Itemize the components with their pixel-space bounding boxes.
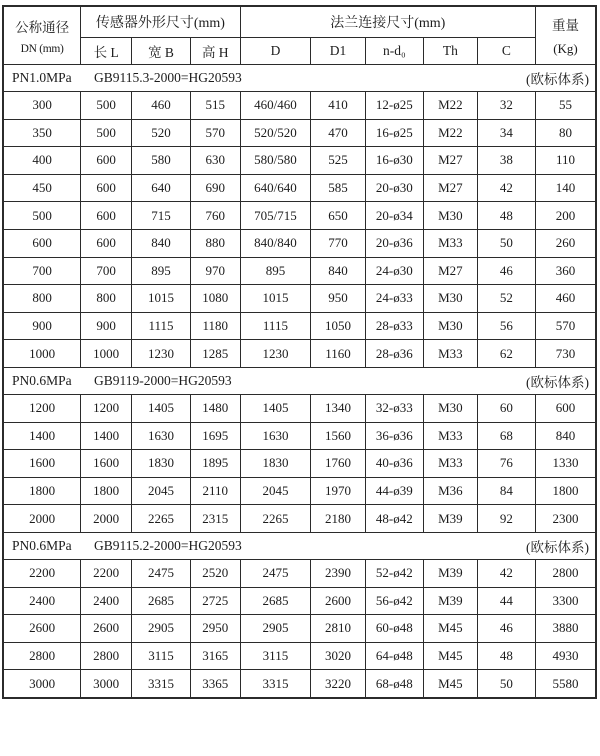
table-row	[3, 202, 596, 230]
table-cell: 3220	[311, 670, 366, 698]
table-cell: 2600	[3, 615, 81, 643]
section-pressure: PN0.6MPa	[12, 537, 72, 553]
table-cell: 900	[81, 312, 132, 340]
table-cell: 32-ø33	[365, 394, 423, 422]
section-header-row	[3, 367, 596, 394]
table-cell: 840	[132, 229, 191, 257]
table-cell: M39	[423, 587, 477, 615]
table-cell: 1000	[81, 340, 132, 368]
table-cell: 1970	[311, 477, 366, 505]
table-cell: 56	[477, 312, 535, 340]
table-cell: M27	[423, 174, 477, 202]
table-cell: 400	[3, 147, 81, 175]
table-cell: 2800	[535, 559, 596, 587]
table-cell: 3165	[190, 642, 240, 670]
table-row	[3, 587, 596, 615]
header-weight-unit: (Kg)	[553, 41, 578, 56]
table-cell: 20-ø30	[365, 174, 423, 202]
table-cell: 570	[190, 119, 240, 147]
table-cell: 2110	[190, 477, 240, 505]
table-cell: M27	[423, 257, 477, 285]
table-cell: 1630	[132, 422, 191, 450]
table-cell: 1400	[3, 422, 81, 450]
table-cell: 2000	[3, 505, 81, 533]
section-header-row	[3, 532, 596, 559]
table-cell: 1800	[3, 477, 81, 505]
table-cell: 92	[477, 505, 535, 533]
table-cell: M45	[423, 615, 477, 643]
table-cell: 1200	[81, 394, 132, 422]
table-cell: 770	[311, 229, 366, 257]
table-cell: 50	[477, 670, 535, 698]
table-cell: 700	[81, 257, 132, 285]
header-flange-d: D	[240, 38, 311, 65]
table-cell: 640/640	[240, 174, 311, 202]
table-cell: 690	[190, 174, 240, 202]
table-cell: 2265	[132, 505, 191, 533]
table-cell: 64-ø48	[365, 642, 423, 670]
table-cell: 68-ø48	[365, 670, 423, 698]
table-cell: 2045	[132, 477, 191, 505]
table-cell: 110	[535, 147, 596, 175]
table-cell: 450	[3, 174, 81, 202]
table-cell: 460	[535, 285, 596, 313]
section-standard: GB9119-2000=HG20593	[94, 372, 232, 388]
table-cell: 2905	[132, 615, 191, 643]
table-cell: 580	[132, 147, 191, 175]
table-cell: 1115	[132, 312, 191, 340]
header-flange-d1: D1	[311, 38, 366, 65]
header-flange-dimensions-group: 法兰连接尺寸(mm)	[240, 6, 535, 38]
table-cell: 68	[477, 422, 535, 450]
table-row	[3, 119, 596, 147]
table-cell: 2520	[190, 559, 240, 587]
table-cell: M30	[423, 202, 477, 230]
table-cell: 20-ø34	[365, 202, 423, 230]
table-cell: 2265	[240, 505, 311, 533]
table-cell: 1405	[132, 394, 191, 422]
table-cell: 1340	[311, 394, 366, 422]
table-cell: 16-ø30	[365, 147, 423, 175]
table-cell: 950	[311, 285, 366, 313]
table-cell: 56-ø42	[365, 587, 423, 615]
header-nominal-diameter	[3, 6, 81, 65]
table-cell: 24-ø33	[365, 285, 423, 313]
table-cell: 1015	[132, 285, 191, 313]
table-row	[3, 229, 596, 257]
header-flange-th: Th	[423, 38, 477, 65]
table-cell: 2600	[311, 587, 366, 615]
table-cell: M30	[423, 285, 477, 313]
table-cell: 5580	[535, 670, 596, 698]
table-cell: 2315	[190, 505, 240, 533]
table-cell: M39	[423, 505, 477, 533]
table-cell: 2725	[190, 587, 240, 615]
section-standard: GB9115.2-2000=HG20593	[94, 537, 242, 553]
table-cell: 48	[477, 202, 535, 230]
table-cell: M22	[423, 92, 477, 120]
table-cell: M30	[423, 394, 477, 422]
table-cell: 585	[311, 174, 366, 202]
table-cell: 3315	[240, 670, 311, 698]
table-cell: 140	[535, 174, 596, 202]
table-cell: 1560	[311, 422, 366, 450]
table-cell: 460/460	[240, 92, 311, 120]
table-cell: 84	[477, 477, 535, 505]
table-cell: 260	[535, 229, 596, 257]
table-cell: 48	[477, 642, 535, 670]
table-cell: 34	[477, 119, 535, 147]
table-cell: 12-ø25	[365, 92, 423, 120]
table-cell: 3115	[240, 642, 311, 670]
table-cell: 1830	[240, 450, 311, 478]
table-cell: 640	[132, 174, 191, 202]
table-cell: 2950	[190, 615, 240, 643]
table-cell: 1800	[81, 477, 132, 505]
section-system: (欧标体系)	[526, 539, 589, 555]
table-cell: 410	[311, 92, 366, 120]
table-cell: 970	[190, 257, 240, 285]
table-cell: 48-ø42	[365, 505, 423, 533]
table-cell: 2475	[132, 559, 191, 587]
table-cell: 1830	[132, 450, 191, 478]
table-row	[3, 505, 596, 533]
table-cell: 62	[477, 340, 535, 368]
table-cell: 38	[477, 147, 535, 175]
table-row	[3, 394, 596, 422]
section-standard: GB9115.3-2000=HG20593	[94, 70, 242, 85]
table-cell: M33	[423, 229, 477, 257]
table-cell: 40-ø36	[365, 450, 423, 478]
table-cell: 2300	[535, 505, 596, 533]
table-row	[3, 642, 596, 670]
table-cell: M22	[423, 119, 477, 147]
table-cell: 525	[311, 147, 366, 175]
table-cell: 2180	[311, 505, 366, 533]
table-row	[3, 559, 596, 587]
table-cell: 1600	[3, 450, 81, 478]
table-cell: 650	[311, 202, 366, 230]
table-cell: 800	[81, 285, 132, 313]
table-cell: 600	[81, 229, 132, 257]
table-cell: 2200	[3, 559, 81, 587]
table-cell: 1160	[311, 340, 366, 368]
table-cell: 1330	[535, 450, 596, 478]
table-cell: 200	[535, 202, 596, 230]
table-row	[3, 174, 596, 202]
table-cell: 28-ø33	[365, 312, 423, 340]
table-cell: 500	[81, 92, 132, 120]
table-cell: 715	[132, 202, 191, 230]
table-cell: 840	[535, 422, 596, 450]
table-cell: 2475	[240, 559, 311, 587]
table-cell: 1000	[3, 340, 81, 368]
table-cell: 24-ø30	[365, 257, 423, 285]
table-cell: 2685	[240, 587, 311, 615]
table-cell: M45	[423, 670, 477, 698]
table-cell: 600	[535, 394, 596, 422]
table-cell: M39	[423, 559, 477, 587]
table-cell: 3000	[81, 670, 132, 698]
table-cell: 895	[132, 257, 191, 285]
header-weight-label: 重量	[551, 18, 579, 33]
table-cell: 1895	[190, 450, 240, 478]
table-cell: 840/840	[240, 229, 311, 257]
table-cell: 600	[81, 202, 132, 230]
table-cell: 44-ø39	[365, 477, 423, 505]
table-cell: 350	[3, 119, 81, 147]
header-nominal-diameter-label: 公称通径	[15, 20, 70, 35]
table-cell: 52	[477, 285, 535, 313]
table-cell: 2400	[81, 587, 132, 615]
section-pressure: PN0.6MPa	[12, 372, 72, 388]
table-cell: 1400	[81, 422, 132, 450]
table-cell: 1180	[190, 312, 240, 340]
section-system: (欧标体系)	[526, 72, 589, 87]
section-header-cell	[3, 532, 596, 559]
table-cell: 600	[81, 147, 132, 175]
table-cell: M33	[423, 422, 477, 450]
table-cell: 1050	[311, 312, 366, 340]
header-width: 宽 B	[132, 38, 191, 65]
table-cell: 60	[477, 394, 535, 422]
table-cell: 1285	[190, 340, 240, 368]
table-cell: 515	[190, 92, 240, 120]
table-cell: 2400	[3, 587, 81, 615]
table-cell: 2000	[81, 505, 132, 533]
table-cell: 42	[477, 174, 535, 202]
table-cell: 800	[3, 285, 81, 313]
table-row	[3, 450, 596, 478]
table-cell: 2200	[81, 559, 132, 587]
table-cell: 360	[535, 257, 596, 285]
table-cell: 46	[477, 615, 535, 643]
header-height: 高 H	[190, 38, 240, 65]
table-cell: 3365	[190, 670, 240, 698]
table-cell: 500	[3, 202, 81, 230]
table-row	[3, 285, 596, 313]
table-cell: 1695	[190, 422, 240, 450]
table-cell: 80	[535, 119, 596, 147]
section-header-row	[3, 65, 596, 92]
table-cell: 520/520	[240, 119, 311, 147]
table-cell: M45	[423, 642, 477, 670]
table-cell: 730	[535, 340, 596, 368]
table-row	[3, 477, 596, 505]
table-row	[3, 615, 596, 643]
table-cell: 2685	[132, 587, 191, 615]
table-cell: 1015	[240, 285, 311, 313]
table-cell: 44	[477, 587, 535, 615]
table-cell: 1405	[240, 394, 311, 422]
table-cell: 2600	[81, 615, 132, 643]
table-cell: 4930	[535, 642, 596, 670]
table-cell: 2810	[311, 615, 366, 643]
table-cell: 580/580	[240, 147, 311, 175]
table-cell: 76	[477, 450, 535, 478]
table-cell: 1600	[81, 450, 132, 478]
table-cell: M33	[423, 450, 477, 478]
table-cell: 2045	[240, 477, 311, 505]
table-cell: 52-ø42	[365, 559, 423, 587]
table-cell: 50	[477, 229, 535, 257]
table-cell: 760	[190, 202, 240, 230]
header-sensor-dimensions-group: 传感器外形尺寸(mm)	[81, 6, 240, 38]
header-length: 长 L	[81, 38, 132, 65]
table-row	[3, 257, 596, 285]
table-cell: M30	[423, 312, 477, 340]
table-cell: 55	[535, 92, 596, 120]
table-cell: 1230	[240, 340, 311, 368]
table-cell: 900	[3, 312, 81, 340]
table-cell: 705/715	[240, 202, 311, 230]
table-row	[3, 312, 596, 340]
table-cell: M36	[423, 477, 477, 505]
table-cell: 1630	[240, 422, 311, 450]
table-cell: 3115	[132, 642, 191, 670]
table-cell: 520	[132, 119, 191, 147]
table-cell: 880	[190, 229, 240, 257]
table-cell: 2390	[311, 559, 366, 587]
section-pressure: PN1.0MPa	[12, 70, 72, 85]
table-cell: 36-ø36	[365, 422, 423, 450]
table-cell: 1080	[190, 285, 240, 313]
table-cell: 3300	[535, 587, 596, 615]
section-header-cell	[3, 65, 596, 92]
table-cell: 3020	[311, 642, 366, 670]
table-cell: 2800	[81, 642, 132, 670]
table-cell: 32	[477, 92, 535, 120]
table-cell: 1200	[3, 394, 81, 422]
table-cell: 16-ø25	[365, 119, 423, 147]
table-cell: 470	[311, 119, 366, 147]
table-cell: 700	[3, 257, 81, 285]
table-cell: 600	[81, 174, 132, 202]
table-cell: 3880	[535, 615, 596, 643]
table-cell: 300	[3, 92, 81, 120]
table-cell: 3000	[3, 670, 81, 698]
table-cell: 1480	[190, 394, 240, 422]
table-cell: 840	[311, 257, 366, 285]
table-row	[3, 92, 596, 120]
table-cell: 20-ø36	[365, 229, 423, 257]
header-weight	[535, 6, 596, 65]
header-flange-c: C	[477, 38, 535, 65]
header-flange-ndo: n-d₀	[365, 38, 423, 65]
table-cell: 460	[132, 92, 191, 120]
dimension-table	[2, 5, 597, 699]
table-cell: 1115	[240, 312, 311, 340]
table-cell: 42	[477, 559, 535, 587]
table-cell: 500	[81, 119, 132, 147]
table-row	[3, 340, 596, 368]
table-row	[3, 422, 596, 450]
header-nominal-diameter-unit: DN (mm)	[20, 43, 64, 55]
table-cell: 1230	[132, 340, 191, 368]
table-cell: 570	[535, 312, 596, 340]
table-cell: 28-ø36	[365, 340, 423, 368]
table-row	[3, 147, 596, 175]
table-cell: M27	[423, 147, 477, 175]
table-cell: 1760	[311, 450, 366, 478]
section-system: (欧标体系)	[526, 374, 589, 390]
table-cell: 600	[3, 229, 81, 257]
table-cell: M33	[423, 340, 477, 368]
table-cell: 895	[240, 257, 311, 285]
table-cell: 2905	[240, 615, 311, 643]
table-cell: 60-ø48	[365, 615, 423, 643]
table-row	[3, 670, 596, 698]
table-cell: 46	[477, 257, 535, 285]
section-header-cell	[3, 367, 596, 394]
table-cell: 630	[190, 147, 240, 175]
table-cell: 2800	[3, 642, 81, 670]
table-cell: 3315	[132, 670, 191, 698]
table-cell: 1800	[535, 477, 596, 505]
